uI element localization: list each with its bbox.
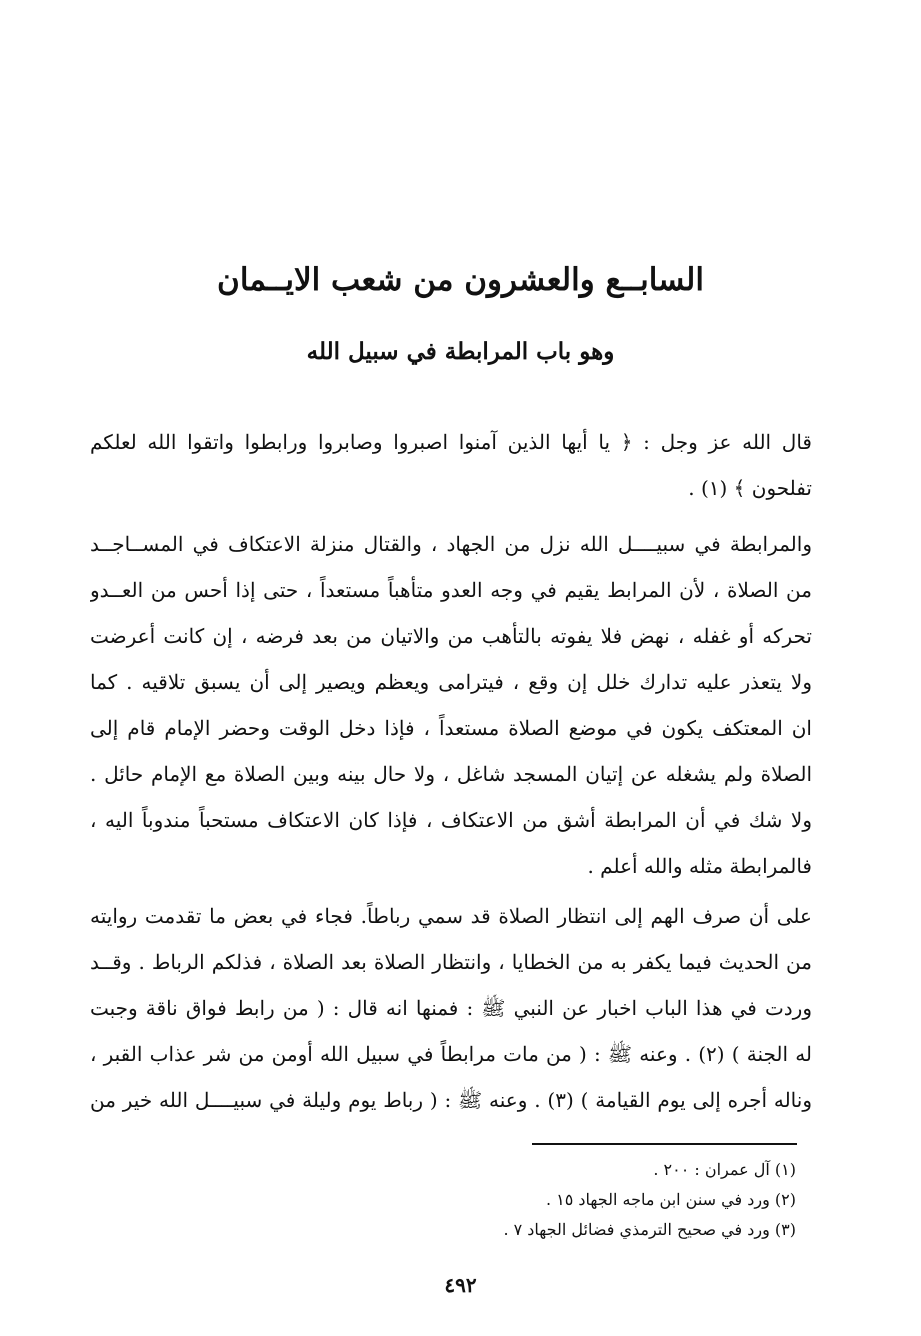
page-number: ٤٩٢ (444, 1273, 477, 1297)
paragraph-line: ولا يتعذر عليه تدارك خلل إن وقع ، فيترامى ويعظم ويصير إلى أن يسبق تلاقيه . كما (90, 670, 812, 694)
chapter-title: السابــع والعشرون من شعب الايــمان (217, 262, 704, 298)
paragraph-line: من الحديث فيما يكفر به من الخطايا ، وانتظار الصلاة بعد الصلاة ، فذلكم الرباط . وقــد (90, 950, 812, 974)
paragraph-line: تحركه أو غفله ، نهض فلا يفوته بالتأهب من والاتيان من بعد فرضه ، إن كانت أعرضت (90, 624, 812, 648)
paragraph-line: على أن صرف الهم إلى انتظار الصلاة قد سمي رباطاً. فجاء في بعض ما تقدمت روايته (90, 904, 812, 928)
paragraph-line: والمرابطة في سبيــــل الله نزل من الجهاد ، والقتال منزلة الاعتكاف في المســاجــد (90, 532, 812, 556)
footnote: (٣) ورد في صحيح الترمذي فضائل الجهاد ٧ . (503, 1220, 796, 1239)
chapter-subtitle: وهو باب المرابطة في سبيل الله (306, 338, 615, 365)
paragraph-line: من الصلاة ، لأن المرابط يقيم في وجه العدو متأهباً مستعداً ، حتى إذا أحس من العــدو (90, 578, 812, 602)
paragraph-line: فالمرابطة مثله والله أعلم . (587, 854, 812, 878)
paragraph-line: ولا شك في أن المرابطة أشق من الاعتكاف ، فإذا كان الاعتكاف مستحباً مندوباً اليه ، (90, 808, 812, 832)
footnote: (١) آل عمران : ٢٠٠ . (653, 1160, 796, 1179)
footnote: (٢) ورد في سنن ابن ماجه الجهاد ١٥ . (545, 1190, 796, 1209)
verse-line: قال الله عز وجل : ﴿ يا أيها الذين آمنوا اصبروا وصابروا ورابطوا واتقوا الله لعلكم (90, 430, 812, 454)
paragraph-line: ان المعتكف يكون في موضع الصلاة مستعداً ، فإذا دخل الوقت وحضر الإمام قام إلى (90, 716, 812, 740)
paragraph-line: وناله أجره إلى يوم القيامة ) (٣) . وعنه ﷺ : ( رباط يوم وليلة في سبيــــل الله خير من (90, 1088, 812, 1112)
verse-line: تفلحون ﴾ (١) . (688, 476, 812, 500)
paragraph-line: الصلاة ولم يشغله عن إتيان المسجد شاغل ، ولا حال بينه وبين الصلاة مع الإمام حائل . (90, 762, 812, 786)
paragraph-line: له الجنة ) (٢) . وعنه ﷺ : ( من مات مرابطاً في سبيل الله أومن من شر عذاب القبر ، (90, 1042, 812, 1066)
footnote-divider (532, 1143, 797, 1145)
paragraph-line: وردت في هذا الباب اخبار عن النبي ﷺ : فمنها انه قال : ( من رابط فواق ناقة وجبت (90, 996, 812, 1020)
